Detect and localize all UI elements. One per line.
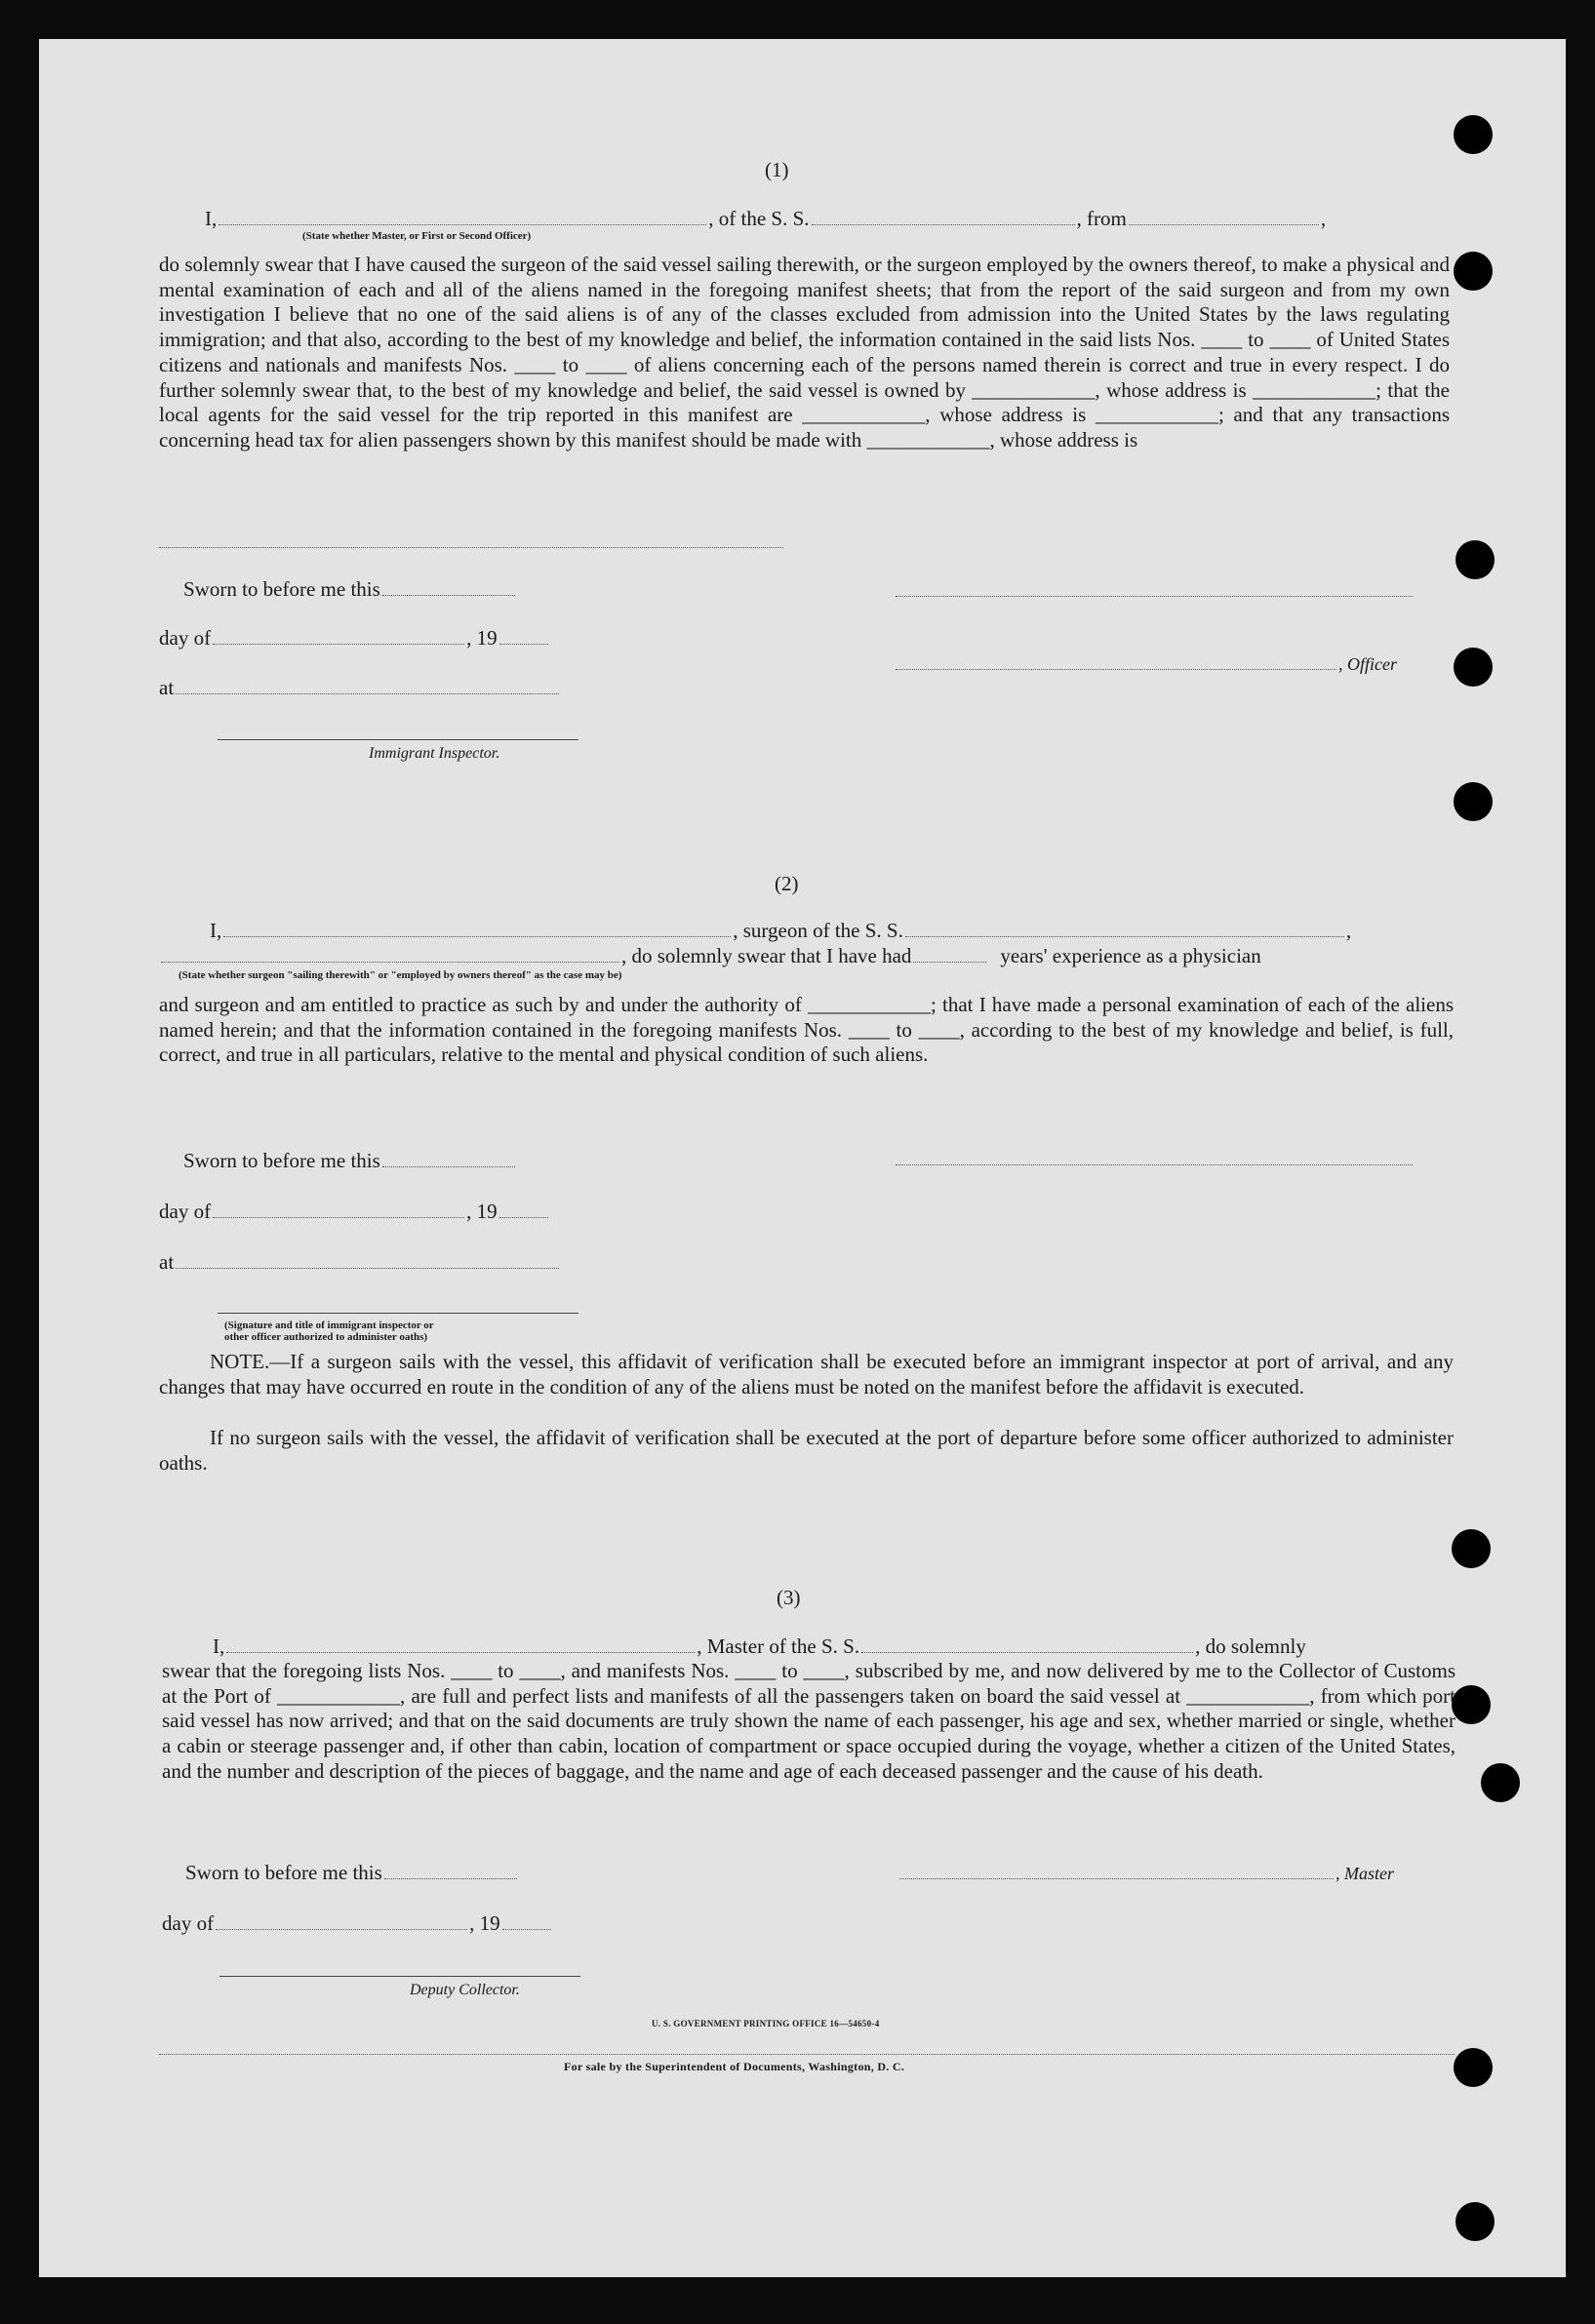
s1-line1: I, , of the S. S. , from , <box>205 207 1327 230</box>
s2-signature-title-line <box>218 1313 578 1314</box>
s3-day-of: day of , 19 <box>162 1911 553 1936</box>
s3-collector-line <box>219 1976 580 1977</box>
punch-hole <box>1452 1529 1491 1568</box>
s2-at: at <box>159 1250 561 1275</box>
manifest-affidavit-page <box>39 39 1566 2277</box>
s1-address-line <box>159 547 783 548</box>
s1-affidavit-text: do solemnly swear that I have caused the surgeon of the said vessel sailing therewith, or the surgeon employed by the owners thereof, to make a physical and mental examination of each and all of the aliens named in the foregoing manifest sheets; that from the report of the said surgeon and from my own investigation I believe that no one of the said aliens is of any of the classes excluded from admission into the United States by the laws regulating immigration; and that also, according to the best of my knowledge and belief, the information contained in the said lists Nos. ____ to ____ of United States citizens and nationals and manifests Nos. ____ to ____ of aliens concerning each of the persons named therein is correct and true in every respect. I do further solemnly swear that, to the best of my knowledge and belief, the said vessel is owned by ____________, whose address is ____________; that the local agents for the said vessel for the trip reported in this manifest are ____________, whose address is ____________; and that any transactions concerning head tax for alien passengers shown by this manifest should be made with ____________, whose address is <box>159 253 1450 452</box>
punch-hole <box>1455 540 1495 579</box>
punch-hole <box>1454 252 1493 291</box>
section-1-heading: (1) <box>765 158 789 181</box>
surgeon-note: (State whether surgeon "sailing therewith" or "employed by owners thereof" as the case may be) <box>179 969 622 981</box>
s1-sworn: Sworn to before me this <box>183 577 517 602</box>
s2-note-1: NOTE.—If a surgeon sails with the vessel, this affidavit of verification shall be executed before an immigrant inspector at port of arrival, and any changes that may have occurred en route in the condition of any of the aliens must be noted on the manifest before the affidavit is executed. <box>159 1350 1454 1398</box>
s2-line1: I, , surgeon of the S. S. , <box>210 919 1352 942</box>
punch-hole <box>1454 648 1493 687</box>
s3-line1: I, , Master of the S. S. , do solemnly <box>213 1635 1306 1658</box>
s3-affidavit-text: swear that the foregoing lists Nos. ____ to ____, and manifests Nos. ____ to ____, subscribed by me, and now delivered by me to the Collector of Customs at the Port of ____________, are full and perfect lists and manifests of all the passengers taken on board the said vessel at ____________, from which port said vessel has now arrived; and that on the said documents are truly shown the name of each passenger, his age and sex, whether married or single, whether a cabin or steerage passenger and, if other than cabin, location of compartment or space occupied during the voyage, whether a citizen of the United States, and the number and description of the pieces of baggage, and the name and age of each deceased passenger and the cause of his death. <box>162 1659 1455 1783</box>
s2-sig-note-1: (Signature and title of immigrant inspector or <box>224 1320 434 1331</box>
punch-hole <box>1455 2202 1495 2241</box>
s3-master-line: , Master <box>897 1861 1394 1886</box>
s2-day-of: day of , 19 <box>159 1200 550 1224</box>
s2-affidavit-text: and surgeon and am entitled to practice as such by and under the authority of ____________; that I have made a personal examination of each of the aliens named herein; and that the information contained in the foregoing manifests Nos. ____ to ____, according to the best of my knowledge and belief, is full, correct, and true in all particulars, relative to the mental and physical condition of such aliens. <box>159 993 1454 1067</box>
master-note: (State whether Master, or First or Second Officer) <box>302 230 532 242</box>
s2-note-2: If no surgeon sails with the vessel, the affidavit of verification shall be executed at the port of departure before some officer authorized to administer oaths. <box>159 1426 1454 1475</box>
section-2-heading: (2) <box>775 872 799 895</box>
sale-notice: For sale by the Superintendent of Documents, Washington, D. C. <box>564 2060 905 2073</box>
s1-signature-line <box>896 596 1413 597</box>
s1-day-of: day of , 19 <box>159 626 550 650</box>
s1-at: at <box>159 676 561 700</box>
s2-signature-line <box>896 1164 1413 1165</box>
s1-inspector-line <box>218 739 578 740</box>
punch-hole <box>1454 115 1493 154</box>
gpo-imprint: U. S. GOVERNMENT PRINTING OFFICE 16—54650-4 <box>652 2019 880 2029</box>
s2-line2: , do solemnly swear that I have had years' experience as a physician <box>159 944 1261 968</box>
s1-officer-line: , Officer <box>894 651 1397 677</box>
punch-hole <box>1481 1763 1520 1802</box>
punch-hole <box>1452 1685 1491 1724</box>
footer-rule <box>159 2054 1455 2055</box>
s2-sig-note-2: other officer authorized to administer oaths) <box>224 1331 428 1343</box>
section-3-heading: (3) <box>777 1586 801 1609</box>
punch-hole <box>1454 2048 1493 2087</box>
punch-hole <box>1454 782 1493 821</box>
s3-sworn: Sworn to before me this <box>185 1861 519 1885</box>
immigrant-inspector-label: Immigrant Inspector. <box>369 745 500 762</box>
s2-sworn: Sworn to before me this <box>183 1149 517 1173</box>
deputy-collector-label: Deputy Collector. <box>410 1982 520 1998</box>
